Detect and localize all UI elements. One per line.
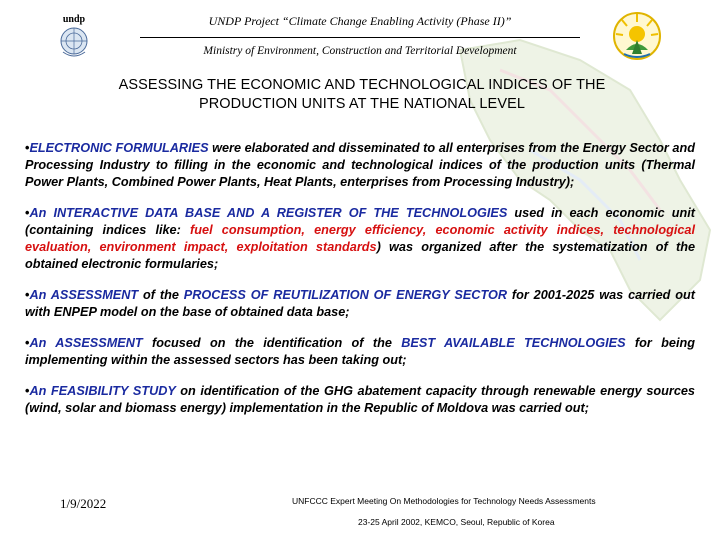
highlight-text: BEST AVAILABLE TECHNOLOGIES xyxy=(401,336,626,350)
highlight-text: An ASSESSMENT xyxy=(29,288,139,302)
footer-meeting: UNFCCC Expert Meeting On Methodologies for Technology Needs Assessments xyxy=(292,496,596,506)
undp-logo-text: undp xyxy=(62,14,86,25)
slide-header xyxy=(0,0,720,70)
body-text: for 2001-2025 was carried out with ENPEP model on the base of obtained data base; xyxy=(25,288,695,319)
bullet-interactive-database xyxy=(25,205,695,273)
bullet-list xyxy=(25,140,695,431)
bullet-marker: • xyxy=(25,288,30,302)
highlight-text: ELECTRONIC FORMULARIES xyxy=(29,141,209,155)
body-text: used in each economic unit (containing indices like: xyxy=(25,206,695,237)
body-text: focused on the identification of the xyxy=(142,336,402,350)
bullet-marker: • xyxy=(25,141,30,155)
footer-date: 1/9/2022 xyxy=(60,496,107,511)
project-title: UNDP Project “Climate Change Enabling Activity (Phase II)” xyxy=(208,14,512,28)
un-emblem-icon xyxy=(58,26,90,60)
bullet-marker: • xyxy=(25,206,30,220)
slide-title-line-2: PRODUCTION UNITS AT THE NATIONAL LEVEL xyxy=(198,96,526,112)
ministry-name: Ministry of Environment, Construction and Territorial Development xyxy=(203,45,517,57)
body-text: of the xyxy=(138,288,184,302)
highlight-text: An ASSESSMENT xyxy=(29,336,143,350)
highlight-text: An FEASIBILITY STUDY xyxy=(29,384,176,398)
highlight-text: An INTERACTIVE DATA BASE AND A REGISTER OF THE TECHNOLOGIES xyxy=(29,206,508,220)
header-divider xyxy=(140,37,580,38)
bullet-electronic-formularies xyxy=(25,140,695,191)
bullet-assessment-technologies xyxy=(25,335,695,369)
footer-place: 23-25 April 2002, KEMCO, Seoul, Republic of Korea xyxy=(358,517,555,527)
body-text: were elaborated and disseminated to all enterprises from the Energy Sector and Processing Industry to filling in the economic and technological indices of the production units (Thermal Power Plants, Combined Power Plants, Heat Plants, enterprises from Processing Industry); xyxy=(25,141,695,189)
bullet-assessment-reutilization xyxy=(25,287,695,321)
bullet-marker: • xyxy=(25,336,30,350)
body-text: for being implementing within the assessed sectors has been taking out; xyxy=(25,336,696,367)
body-text: on identification of the GHG abatement capacity through renewable energy sources (wind, solar and biomass energy) implementation in the Republic of Moldova was carried out; xyxy=(25,384,695,415)
undp-logo xyxy=(52,14,96,66)
body-text: ) was organized after the systematization of the obtained electronic formularies; xyxy=(25,240,696,271)
bullet-feasibility-study xyxy=(25,383,695,417)
highlight-indices-text: fuel consumption, energy efficiency, economic activity indices, technological evaluation, environment impact, exploitation standards xyxy=(25,223,695,254)
highlight-text: PROCESS OF REUTILIZATION OF ENERGY SECTOR xyxy=(183,288,508,302)
bullet-marker: • xyxy=(25,384,30,398)
slide-title xyxy=(60,76,664,114)
ministry-emblem-icon xyxy=(612,10,662,62)
slide-title-line-1: ASSESSING THE ECONOMIC AND TECHNOLOGICAL INDICES OF THE xyxy=(118,77,606,93)
